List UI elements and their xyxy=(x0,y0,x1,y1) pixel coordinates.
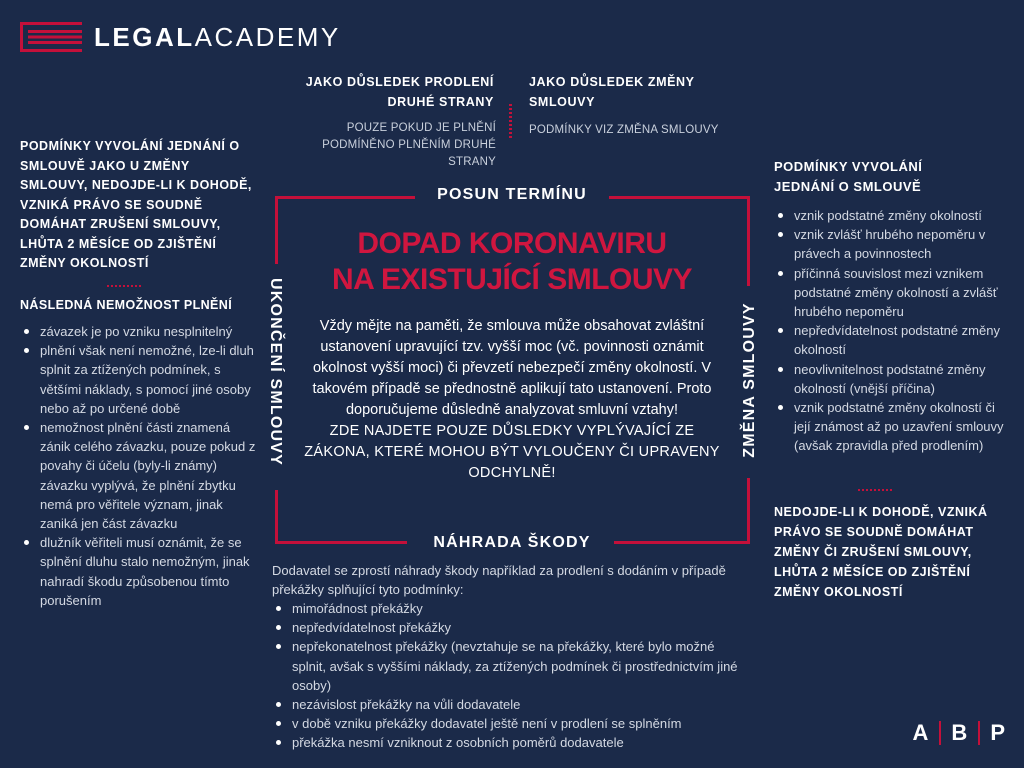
logo-text xyxy=(94,20,341,54)
label-ukonceni-smlouvy: UKONČENÍ SMLOUVY xyxy=(267,277,284,467)
list-item: nepředvídatelnost podstatné změny okolností xyxy=(774,321,1014,359)
logo-bold: LEGAL xyxy=(94,22,195,52)
abp-separator xyxy=(939,721,941,745)
title-line-2: NA EXISTUJÍCÍ SMLOUVY xyxy=(331,263,693,296)
bottom-list xyxy=(272,599,752,753)
abp-separator xyxy=(978,721,980,745)
left-list xyxy=(20,322,258,610)
frame-top-left xyxy=(275,196,415,199)
frame-bottom-left xyxy=(275,541,407,544)
label-posun-terminu: POSUN TERMÍNU xyxy=(437,186,587,203)
abp-letter-b: B xyxy=(951,720,969,745)
label-zmena-smlouvy: ZMĚNA SMLOUVY xyxy=(741,302,758,458)
legal-academy-logo-icon xyxy=(20,22,82,52)
list-item: dlužník věřiteli musí oznámit, že se splnění dluhu stalo nemožným, jinak nahradí škodu způsobenou tímto porušením xyxy=(20,533,258,610)
list-item: neovlivnitelnost podstatné změny okolností (vnější příčina) xyxy=(774,360,1014,398)
list-item: příčinná souvislost mezi vznikem podstatné změny okolností a zvlášť hrubého nepoměru xyxy=(774,264,1014,322)
top-left-text: POUZE POKUD JE PLNĚNÍ PODMÍNĚNO PLNĚNÍM DRUHÉ STRANY xyxy=(322,122,496,168)
center-text xyxy=(300,316,724,484)
left-sub-heading: NÁSLEDNÁ NEMOŽNOST PLNĚNÍ xyxy=(20,298,233,312)
frame-bottom-right xyxy=(614,541,750,544)
list-item: vznik podstatné změny okolností xyxy=(774,206,1014,225)
dotted-divider-right xyxy=(858,489,894,491)
center-note: ZDE NAJDETE POUZE DŮSLEDKY VYPLÝVAJÍCÍ ZE ZÁKONA, KTERÉ MOHOU BÝT VYLOUČENY ČI UPRAVENY ODCHYLNĚ! xyxy=(304,423,720,481)
main-title xyxy=(290,226,734,298)
left-heading: PODMÍNKY VYVOLÁNÍ JEDNÁNÍ O SMLOUVĚ JAKO U ZMĚNY SMLOUVY, NEDOJDE-LI K DOHODĚ, VZNIKÁ PRÁVO SE SOUDNĚ DOMÁHAT ZRUŠENÍ SMLOUVY, LHŮTA 2 MĚSÍCE OD ZJIŠTĚNÍ ZMĚNY OKOLNOSTÍ xyxy=(20,139,252,270)
title-line-1: DOPAD KORONAVIRU xyxy=(357,227,667,260)
dotted-divider-vertical xyxy=(509,104,512,140)
list-item: v době vzniku překážky dodavatel ještě není v prodlení se splněním xyxy=(272,714,752,733)
frame-top-right xyxy=(609,196,750,199)
frame-right-bottom xyxy=(747,478,750,544)
right-list xyxy=(774,206,1014,456)
dotted-divider-left xyxy=(107,285,143,287)
list-item: nepředvídatelnost překážky xyxy=(272,618,752,637)
list-item: plnění však není nemožné, lze-li dluh splnit za ztížených podmínek, s většími náklady, s pomocí jiné osoby nebo až po určené době xyxy=(20,341,258,418)
abp-letter-a: A xyxy=(912,720,930,745)
logo-regular: ACADEMY xyxy=(194,22,341,52)
frame-left-bottom xyxy=(275,490,278,544)
top-right-heading: JAKO DŮSLEDEK ZMĚNY SMLOUVY xyxy=(529,75,695,109)
top-right-text: PODMÍNKY VIZ ZMĚNA SMLOUVY xyxy=(529,124,719,136)
list-item: nepřekonatelnost překážky (nevztahuje se na překážky, které bylo možné splnit, avšak s vyššími náklady, za ztížených podmínek či prostřednictvím jiné osoby) xyxy=(272,637,752,695)
list-item: nezávislost překážky na vůli dodavatele xyxy=(272,695,752,714)
frame-right-top xyxy=(747,196,750,286)
list-item: závazek je po vzniku nesplnitelný xyxy=(20,322,258,341)
right-heading: PODMÍNKY VYVOLÁNÍ JEDNÁNÍ O SMLOUVĚ xyxy=(774,159,923,194)
frame-left-top xyxy=(275,196,278,264)
list-item: mimořádnost překážky xyxy=(272,599,752,618)
top-left-heading: JAKO DŮSLEDEK PRODLENÍ DRUHÉ STRANY xyxy=(305,75,494,109)
list-item: překážka nesmí vzniknout z osobních poměrů dodavatele xyxy=(272,733,752,752)
list-item: nemožnost plnění části znamená zánik celého závazku, pouze pokud z povahy či účelu (byly-li známy) závazku vyplývá, že plnění zbytku nemá pro věřitele význam, jinak zaniká jen část závazku xyxy=(20,418,258,533)
abp-logo xyxy=(913,720,1006,746)
label-nahrada-skody: NÁHRADA ŠKODY xyxy=(433,534,591,551)
list-item: vznik podstatné změny okolností či její známost až po uzavření smlouvy (avšak zpravidla před prodlením) xyxy=(774,398,1014,456)
center-paragraph: Vždy mějte na paměti, že smlouva může obsahovat zvláštní ustanovení upravující tzv. vyšší moc (vč. povinnosti oznámit okolnost vyšší moci) či převzetí nebezpečí změny okolností. V takovém případě se přednostně aplikují tato ustanovení. Proto doporučujeme důsledně analyzovat smluvní vztahy! xyxy=(312,318,712,418)
right-bottom-text: NEDOJDE-LI K DOHODĚ, VZNIKÁ PRÁVO SE SOUDNĚ DOMÁHAT ZMĚNY ČI ZRUŠENÍ SMLOUVY, LHŮTA 2 MĚSÍCE OD ZJIŠTĚNÍ ZMĚNY OKOLNOSTÍ xyxy=(774,505,988,599)
list-item: vznik zvlášť hrubého nepoměru v právech a povinnostech xyxy=(774,225,1014,263)
bottom-intro: Dodavatel se zprostí náhrady škody například za prodlení s dodáním v případě překážky splňující tyto podmínky: xyxy=(272,563,726,597)
abp-letter-p: P xyxy=(990,720,1006,745)
